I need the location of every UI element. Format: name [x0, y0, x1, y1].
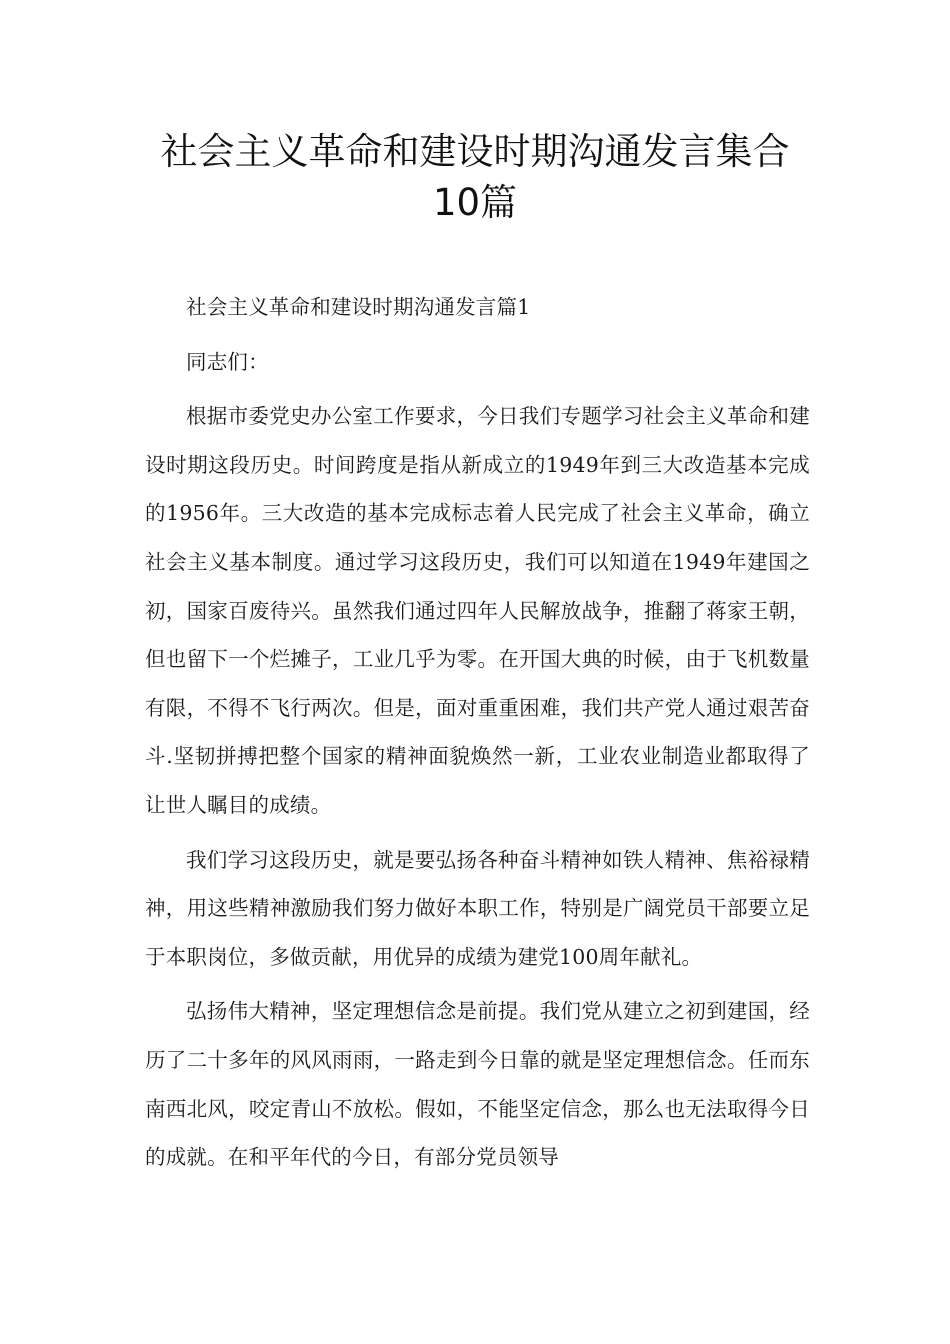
title-line-1: 社会主义革命和建设时期沟通发言集合 — [160, 130, 790, 173]
salutation: 同志们： — [186, 349, 269, 374]
paragraph: 根据市委党史办公室工作要求，今日我们专题学习社会主义革命和建设时期这段历史。时间跨度是指从新成立的1949年到三大改造基本完成的1956年。三大改造的基本完成标志着人民完成了社会主义革命，确立社会主义基本制度。通过学习这段历史，我们可以知道在1949年建国之初，国家百废待兴。虽然我们通过四年人民解放战争，推翻了蒋家王朝，但也留下一个烂摊子，工业几乎为零。在开国大典的时候，由于飞机数量有限，不得不飞行两次。但是，面对重重困难，我们共产党人通过艰苦奋斗.坚韧拼搏把整个国家的精神面貌焕然一新，工业农业制造业都取得了让世人瞩目的成绩。 — [145, 404, 810, 817]
document-body — [145, 283, 810, 1188]
section-heading: 社会主义革命和建设时期沟通发言篇1 — [186, 295, 531, 319]
document-title — [100, 126, 850, 228]
paragraph: 弘扬伟大精神，坚定理想信念是前提。我们党从建立之初到建国，经历了二十多年的风风雨雨，一路走到今日靠的就是坚定理想信念。任而东南西北风，咬定青山不放松。假如，不能坚定信念，那么也无法取得今日的成就。在和平年代的今日，有部分党员领导 — [145, 999, 810, 1170]
paragraph: 我们学习这段历史，就是要弘扬各种奋斗精神如铁人精神、焦裕禄精神，用这些精神激励我们努力做好本职工作，特别是广阔党员干部要立足于本职岗位，多做贡献，用优异的成绩为建党100周年献礼。 — [145, 847, 810, 969]
title-line-2: 10篇 — [432, 181, 518, 224]
